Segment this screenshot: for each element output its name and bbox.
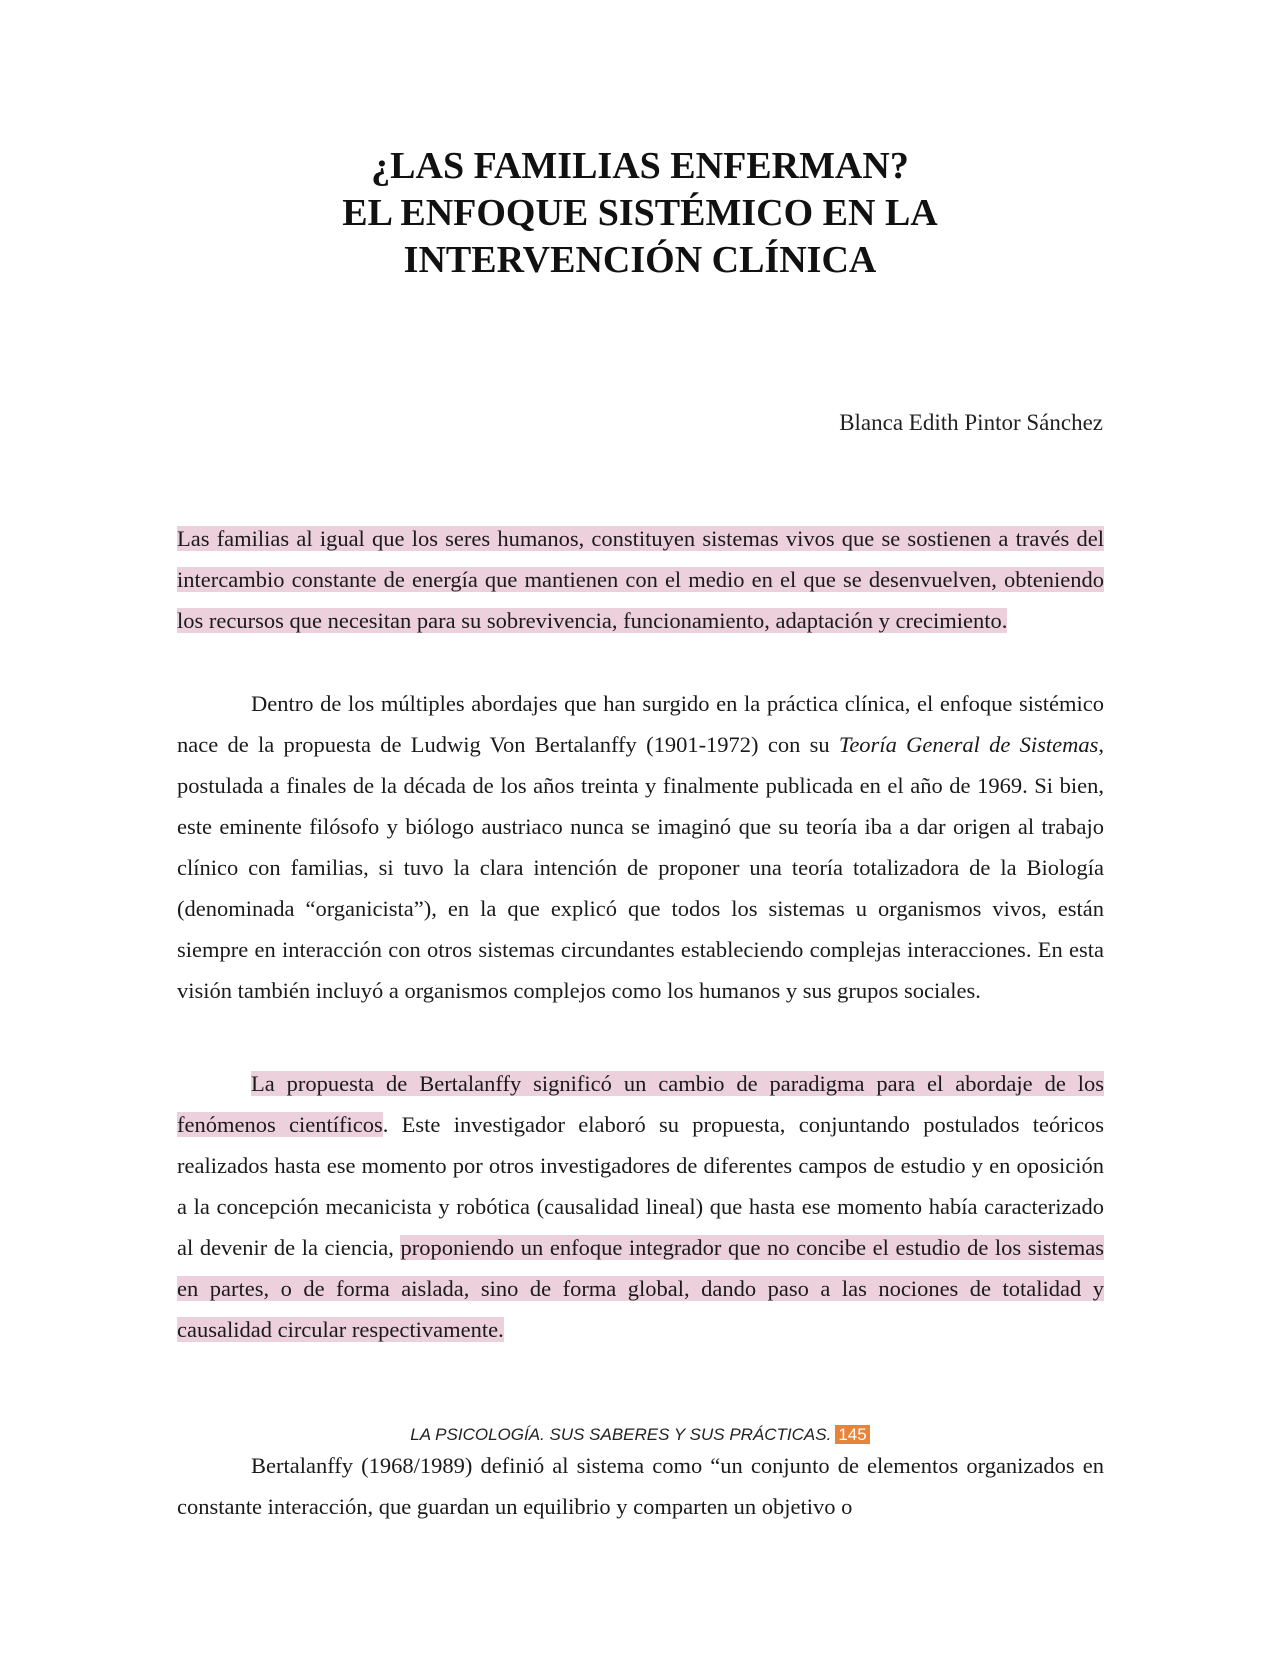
author-name: Blanca Edith Pintor Sánchez: [839, 410, 1103, 435]
page-footer: [0, 1425, 1280, 1445]
highlighted-text: Las familias al igual que los seres humanos, constituyen sistemas vivos que se sostienen a través del intercambio constante de energía que mantienen con el medio en el que se desenvuelven, obteniendo los recursos que necesitan para su sobrevivencia, funcionamiento, adaptación y crecimiento.: [177, 526, 1104, 633]
paragraph-text: , postulada a finales de la década de los años treinta y finalmente publicada en el año de 1969. Si bien, este eminente filósofo y biólogo austriaco nunca se imaginó que su teoría iba a dar origen al trabajo clínico con familias, si tuvo la clara intención de proponer una teoría totalizadora de la Biología (denominada “organicista”), en la que explicó que todos los sistemas u organismos vivos, están siempre en interacción con otros sistemas circundantes estableciendo complejas interacciones. En esta visión también incluyó a organismos complejos como los humanos y sus grupos sociales.: [177, 732, 1104, 1003]
book-title-italic: Teoría General de Sistemas: [838, 732, 1099, 757]
title-line-1: ¿LAS FAMILIAS ENFERMAN?: [371, 145, 909, 187]
paragraph-text: Dentro de los múltiples abordajes que han surgido en la práctica clínica, el enfoque sistémico nace de la propuesta de Ludwig Von Bertalanffy (1901-1972) con su: [177, 691, 1104, 757]
paragraph-2: [177, 683, 1104, 1011]
title-line-3: INTERVENCIÓN CLÍNICA: [403, 239, 877, 281]
highlighted-text: proponiendo un enfoque integrador que no concibe el estudio de los sistemas en partes, o de forma aislada, sino de forma global, dando paso a las nociones de totalidad y causalidad circular respectivamente.: [177, 1235, 1104, 1342]
paragraph-3: [177, 1063, 1104, 1350]
title-line-2: EL ENFOQUE SISTÉMICO EN LA: [342, 192, 938, 234]
paragraph-4: [177, 1445, 1104, 1527]
paragraph-1: [177, 518, 1104, 641]
footer-text: LA PSICOLOGÍA. SUS SABERES Y SUS PRÁCTICAS.: [410, 1425, 832, 1444]
highlighted-text: La propuesta de Bertalanffy significó un cambio de paradigma para el abordaje de los fenómenos científicos: [177, 1071, 1104, 1137]
paragraph-text: Bertalanffy (1968/1989) definió al sistema como “un conjunto de elementos organizados en constante interacción, que guardan un equilibrio y comparten un objetivo o: [177, 1453, 1104, 1519]
paragraph-text: . Este investigador elaboró su propuesta, conjuntando postulados teóricos realizados hasta ese momento por otros investigadores de diferentes campos de estudio y en oposición a la concepción mecanicista y robótica (causalidad lineal) que hasta ese momento había caracterizado al devenir de la ciencia,: [177, 1112, 1104, 1260]
page-number-badge: 145: [835, 1425, 869, 1444]
page-title: [0, 143, 1280, 284]
